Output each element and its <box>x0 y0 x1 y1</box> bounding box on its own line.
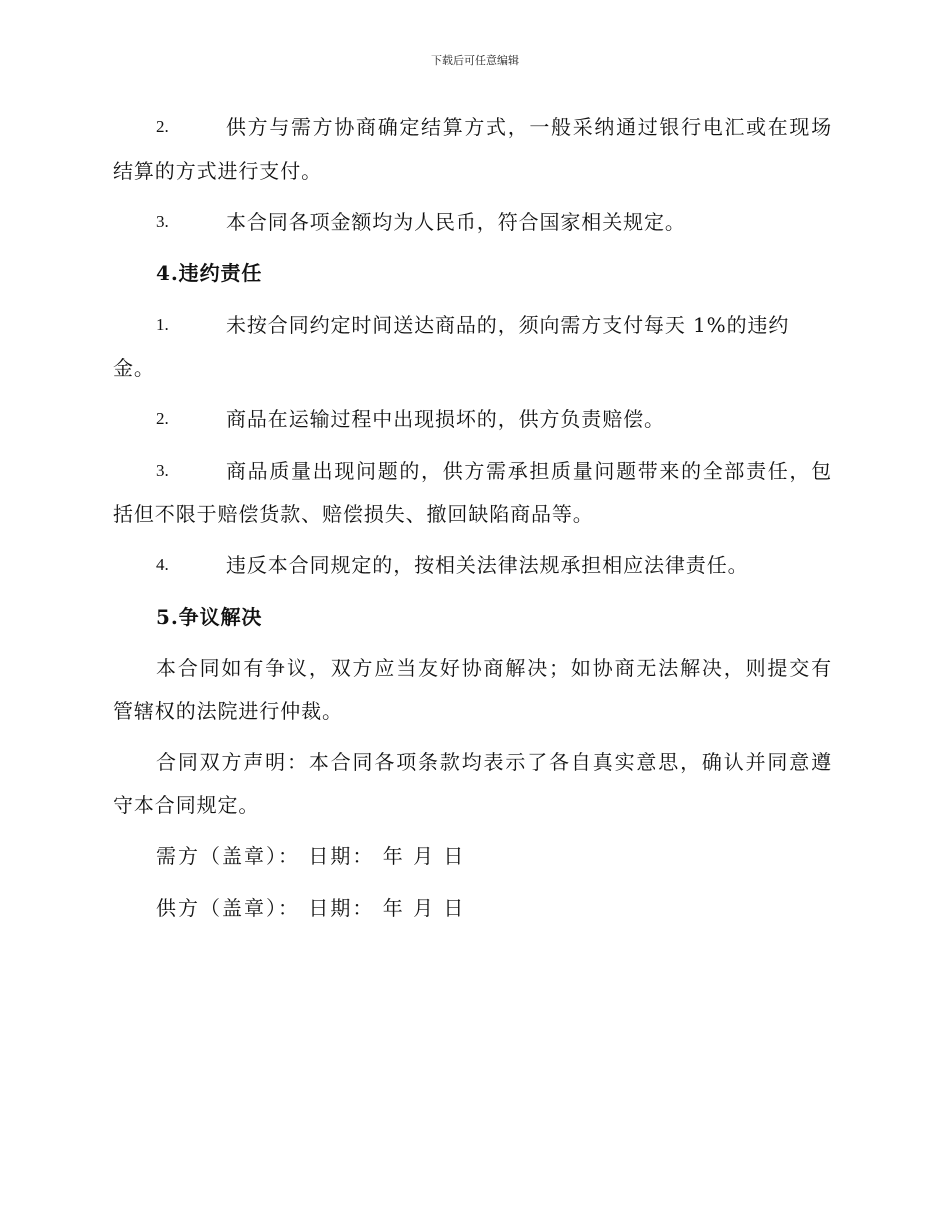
payment-item-2-number: 2. <box>156 117 169 136</box>
payment-item-3-line-1: 本合同各项金额均为人民币，符合国家相关规定。 <box>226 210 686 234</box>
section-heading-dispute: 5.争议解决 <box>156 605 263 629</box>
liability-item-2-line-1: 商品在运输过程中出现损坏的，供方负责赔偿。 <box>226 407 665 431</box>
liability-item-1-number: 1. <box>156 315 169 334</box>
payment-item-2-line-2: 结算的方式进行支付。 <box>113 159 322 183</box>
page-header: 下载后可任意编辑 <box>431 54 519 67</box>
liability-item-1-line-1: 未按合同约定时间送达商品的，须向需方支付每天 1%的违约 <box>226 313 790 337</box>
liability-item-3-number: 3. <box>156 461 169 480</box>
seller-signature-line: 供方（盖章）： 日期： 年 月 日 <box>156 896 466 920</box>
liability-item-3-line-2: 括但不限于赔偿货款、赔偿损失、撤回缺陷商品等。 <box>113 502 594 526</box>
dispute-paragraph-line-2: 管辖权的法院进行仲裁。 <box>113 699 343 723</box>
liability-item-1-line-2: 金。 <box>113 356 155 380</box>
declaration-line-2: 守本合同规定。 <box>113 793 260 817</box>
payment-item-3-number: 3. <box>156 212 169 231</box>
liability-item-3-line-1: 商品质量出现问题的，供方需承担质量问题带来的全部责任，包 <box>226 459 832 483</box>
liability-item-4-number: 4. <box>156 555 169 574</box>
payment-item-2-line-1: 供方与需方协商确定结算方式，一般采纳通过银行电汇或在现场 <box>226 115 832 139</box>
liability-item-2-number: 2. <box>156 409 169 428</box>
buyer-signature-line: 需方（盖章）： 日期： 年 月 日 <box>156 844 466 868</box>
dispute-paragraph-line-1: 本合同如有争议，双方应当友好协商解决；如协商无法解决，则提交有 <box>156 656 832 680</box>
liability-item-4-line-1: 违反本合同规定的，按相关法律法规承担相应法律责任。 <box>226 553 749 577</box>
section-heading-liability: 4.违约责任 <box>156 261 263 285</box>
declaration-line-1: 合同双方声明：本合同各项条款均表示了各自真实意思，确认并同意遵 <box>156 750 832 774</box>
